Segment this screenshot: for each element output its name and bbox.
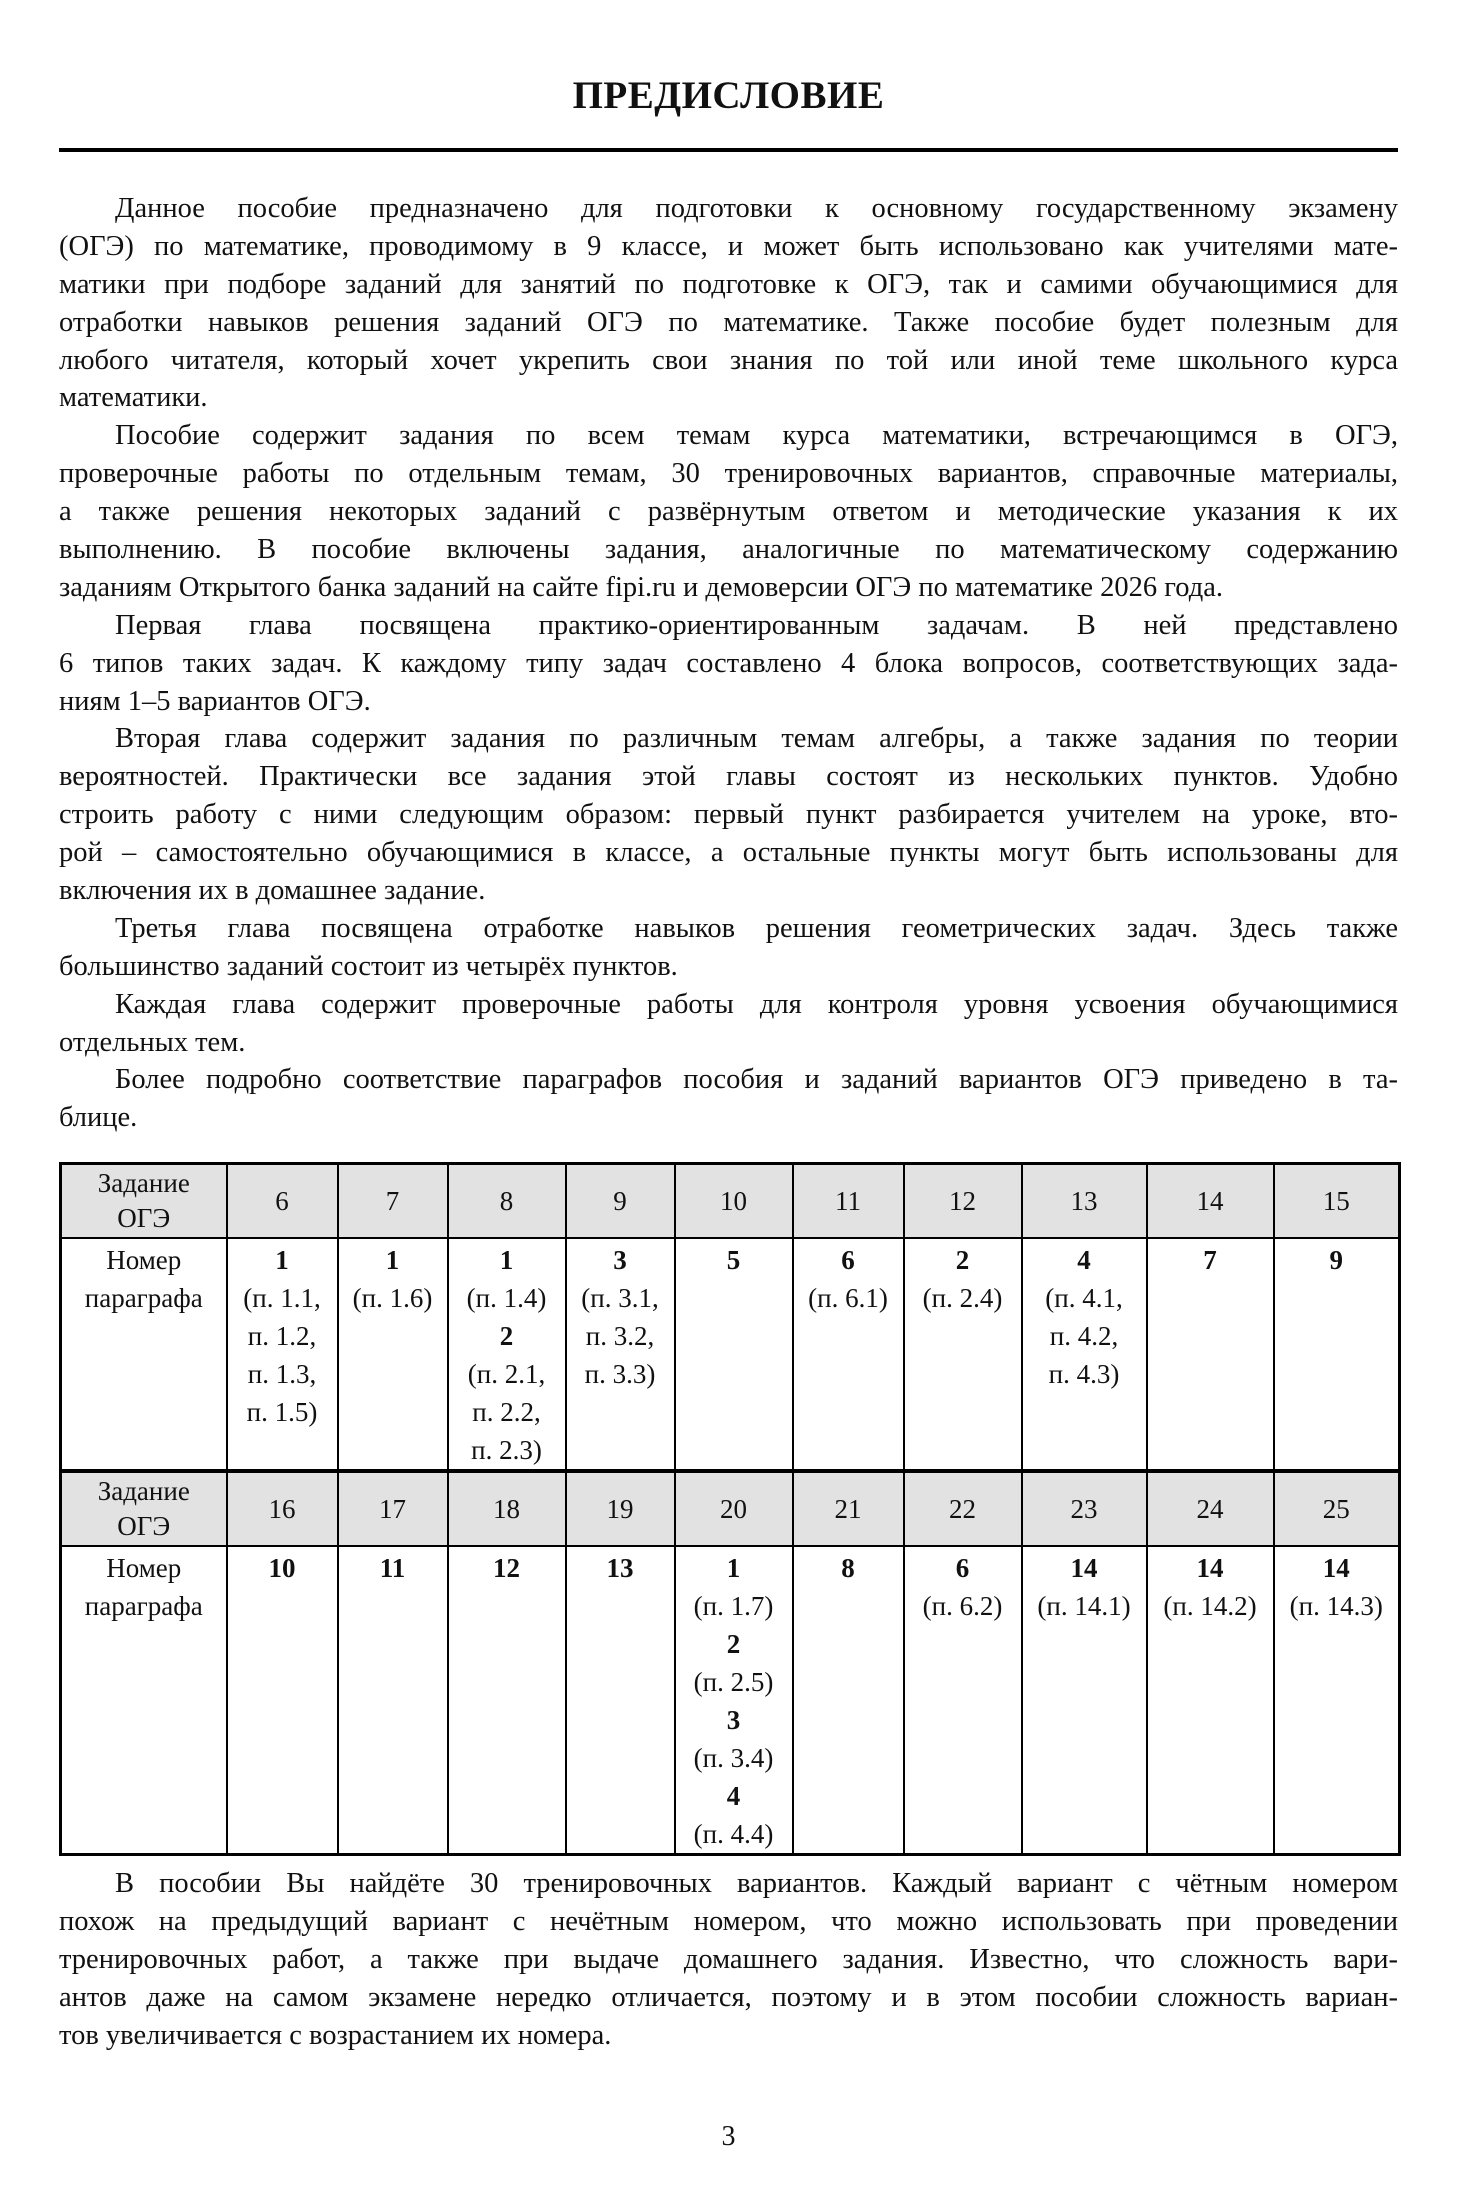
section-ref: (п. 2.1, <box>467 1359 546 1389</box>
section-ref: п. 2.3) <box>471 1435 542 1465</box>
paragraph-cell <box>338 1546 448 1855</box>
task-number: 23 <box>1022 1471 1147 1546</box>
chapter-number: 6 <box>841 1245 855 1275</box>
chapter-number: 8 <box>841 1553 855 1583</box>
paragraph-cell <box>566 1546 675 1855</box>
row-label-task: Задание ОГЭ <box>61 1471 227 1546</box>
text-line: отдельных тем. <box>59 1026 246 1058</box>
section-ref: (п. 1.4) <box>466 1283 547 1313</box>
chapter-number: 6 <box>955 1553 970 1583</box>
paragraph-cell <box>448 1238 566 1471</box>
section-ref: (п. 4.4) <box>693 1819 774 1849</box>
section-ref: (п. 1.1, <box>243 1283 321 1313</box>
task-number: 6 <box>227 1164 338 1239</box>
chapter-number: 4 <box>1077 1245 1091 1275</box>
section-ref: п. 1.3, <box>247 1359 317 1389</box>
chapter-number: 5 <box>726 1245 741 1275</box>
paragraph-cell <box>1022 1238 1147 1471</box>
text-line: рой – самостоятельно обучающимися в классе, а остальные пункты могут быть использованы для <box>59 837 1398 869</box>
chapter-number: 2 <box>499 1321 514 1351</box>
text-line: тов увеличивается с возрастанием их номера. <box>59 2019 612 2051</box>
paragraph-cell <box>566 1238 675 1471</box>
paragraph-cell <box>227 1238 338 1471</box>
paragraph-row <box>61 1238 1400 1471</box>
chapter-number: 13 <box>606 1553 634 1583</box>
paragraph-cell <box>227 1546 338 1855</box>
task-number: 10 <box>675 1164 793 1239</box>
text-line: большинство заданий состоит из четырёх пунктов. <box>59 950 678 982</box>
paragraph-cell <box>338 1238 448 1471</box>
text-line: ниям 1–5 вариантов ОГЭ. <box>59 685 371 717</box>
text-line: а также решения некоторых заданий с развёрнутым ответом и методические указания к их <box>59 496 1398 528</box>
section-ref: п. 1.5) <box>246 1397 318 1427</box>
text-line: математики. <box>59 382 208 414</box>
text-line: любого читателя, который хочет укрепить свои знания по той или иной теме школьного курса <box>59 344 1398 376</box>
task-number: 18 <box>448 1471 566 1546</box>
task-number: 15 <box>1274 1164 1400 1239</box>
task-number: 20 <box>675 1471 793 1546</box>
task-number: 8 <box>448 1164 566 1239</box>
outro-text <box>59 1865 1398 2054</box>
task-number: 19 <box>566 1471 675 1546</box>
paragraph-cell <box>1022 1546 1147 1855</box>
paragraph-cell <box>448 1546 566 1855</box>
text-line: Пособие содержит задания по всем темам курса математики, встречающимся в ОГЭ, <box>115 420 1398 452</box>
paragraph-cell <box>793 1546 904 1855</box>
text-line: блице. <box>59 1102 138 1134</box>
paragraph-cell <box>1147 1546 1274 1855</box>
task-number: 17 <box>338 1471 448 1546</box>
task-number: 7 <box>338 1164 448 1239</box>
chapter-number: 2 <box>955 1245 970 1275</box>
task-number: 16 <box>227 1471 338 1546</box>
task-number: 25 <box>1274 1471 1400 1546</box>
task-number: 11 <box>793 1164 904 1239</box>
section-ref: п. 2.2, <box>472 1397 541 1427</box>
chapter-number: 1 <box>385 1245 400 1275</box>
chapter-number: 11 <box>379 1553 406 1583</box>
section-ref: п. 3.3) <box>584 1359 656 1389</box>
text-line: тренировочных работ, а также при выдаче домашнего задания. Известно, что сложность вари- <box>59 1943 1398 1975</box>
chapter-number: 2 <box>726 1629 741 1659</box>
text-line: выполнению. В пособие включены задания, аналогичные по математическому содержанию <box>59 534 1398 566</box>
chapter-number: 3 <box>726 1705 741 1735</box>
chapter-number: 14 <box>1196 1553 1224 1583</box>
section-ref: (п. 1.7) <box>693 1591 774 1621</box>
paragraph-cell <box>793 1238 904 1471</box>
chapter-number: 14 <box>1322 1553 1350 1583</box>
paragraph-cell <box>675 1238 793 1471</box>
paragraph-cell <box>675 1546 793 1855</box>
paragraph-cell <box>1147 1238 1274 1471</box>
title-rule <box>59 148 1398 152</box>
page-title: ПРЕДИСЛОВИЕ <box>572 74 885 117</box>
text-line: Вторая глава содержит задания по различным темам алгебры, а также задания по теории <box>115 723 1398 755</box>
chapter-number: 1 <box>726 1553 741 1583</box>
paragraph-row <box>61 1546 1400 1855</box>
section-ref: (п. 1.6) <box>352 1283 433 1313</box>
row-label-paragraph: Номер параграфа <box>61 1546 227 1855</box>
chapter-number: 1 <box>275 1245 289 1275</box>
section-ref: п. 3.2, <box>585 1321 655 1351</box>
task-number: 24 <box>1147 1471 1274 1546</box>
row-label-paragraph: Номер параграфа <box>61 1238 227 1471</box>
section-ref: (п. 4.1, <box>1045 1283 1123 1313</box>
text-line: похож на предыдущий вариант с нечётным номером, что можно использовать при проведении <box>59 1905 1398 1937</box>
text-line: отработки навыков решения заданий ОГЭ по математике. Также пособие будет полезным для <box>59 306 1398 338</box>
section-ref: п. 4.2, <box>1049 1321 1119 1351</box>
intro-text <box>59 190 1398 1137</box>
section-ref: (п. 6.1) <box>808 1283 888 1313</box>
chapter-number: 3 <box>613 1245 627 1275</box>
chapter-number: 1 <box>499 1245 514 1275</box>
paragraph-cell <box>904 1238 1022 1471</box>
task-header-row <box>61 1471 1400 1546</box>
text-line: 6 типов таких задач. К каждому типу задач составлено 4 блока вопросов, соответствующих зада- <box>59 647 1398 679</box>
section-ref: п. 4.3) <box>1048 1359 1120 1389</box>
text-line: Данное пособие предназначено для подготовки к основному государственному экзамену <box>115 193 1398 224</box>
text-line: антов даже на самом экзамене нередко отличается, поэтому и в этом пособии сложность вариан- <box>59 1981 1398 2013</box>
section-ref: (п. 14.1) <box>1037 1591 1131 1621</box>
text-line: (ОГЭ) по математике, проводимому в 9 классе, и может быть использовано как учителями мате- <box>59 230 1398 262</box>
chapter-number: 12 <box>493 1553 520 1583</box>
task-number: 21 <box>793 1471 904 1546</box>
section-ref: (п. 14.3) <box>1289 1591 1383 1621</box>
paragraph-cell <box>1274 1238 1400 1471</box>
text-line: строить работу с ними следующим образом: первый пункт разбирается учителем на уроке, вто- <box>59 799 1398 831</box>
task-header-row <box>61 1164 1400 1239</box>
task-number: 13 <box>1022 1164 1147 1239</box>
text-line: проверочные работы по отдельным темам, 30 тренировочных вариантов, справочные материалы, <box>59 458 1398 490</box>
task-number: 9 <box>566 1164 675 1239</box>
chapter-number: 4 <box>726 1781 741 1811</box>
text-line: матики при подборе заданий для занятий по подготовке к ОГЭ, так и самими обучающимися для <box>59 268 1398 300</box>
paragraph-cell <box>1274 1546 1400 1855</box>
section-ref: (п. 3.1, <box>581 1283 659 1313</box>
text-line: заданиям Открытого банка заданий на сайте fipi.ru и демоверсии ОГЭ по математике 2026 года. <box>59 571 1223 603</box>
text-line: Третья глава посвящена отработке навыков решения геометрических задач. Здесь также <box>115 912 1398 944</box>
task-paragraph-table <box>59 1162 1401 1856</box>
section-ref: (п. 2.4) <box>922 1283 1003 1313</box>
task-number: 22 <box>904 1471 1022 1546</box>
text-line: В пособии Вы найдёте 30 тренировочных вариантов. Каждый вариант с чётным номером <box>115 1868 1398 1899</box>
text-line: вероятностей. Практически все задания этой главы состоят из нескольких пунктов. Удобно <box>59 761 1398 793</box>
chapter-number: 7 <box>1203 1245 1217 1275</box>
text-line: Первая глава посвящена практико-ориентированным задачам. В ней представлено <box>115 609 1398 641</box>
row-label-task: Задание ОГЭ <box>61 1164 227 1239</box>
chapter-number: 14 <box>1070 1553 1098 1583</box>
text-line: Более подробно соответствие параграфов пособия и заданий вариантов ОГЭ приведено в та- <box>115 1064 1398 1096</box>
chapter-number: 9 <box>1329 1245 1343 1275</box>
section-ref: (п. 14.2) <box>1163 1591 1257 1621</box>
paragraph-cell <box>904 1546 1022 1855</box>
section-ref: (п. 2.5) <box>693 1667 774 1697</box>
section-ref: (п. 3.4) <box>693 1743 774 1773</box>
section-ref: п. 1.2, <box>247 1321 317 1351</box>
task-number: 12 <box>904 1164 1022 1239</box>
chapter-number: 10 <box>268 1553 296 1583</box>
text-line: включения их в домашнее задание. <box>59 875 486 907</box>
text-line: Каждая глава содержит проверочные работы для контроля уровня усвоения обучающимися <box>115 988 1398 1020</box>
section-ref: (п. 6.2) <box>922 1591 1003 1621</box>
page-number: 3 <box>721 2121 736 2152</box>
task-number: 14 <box>1147 1164 1274 1239</box>
